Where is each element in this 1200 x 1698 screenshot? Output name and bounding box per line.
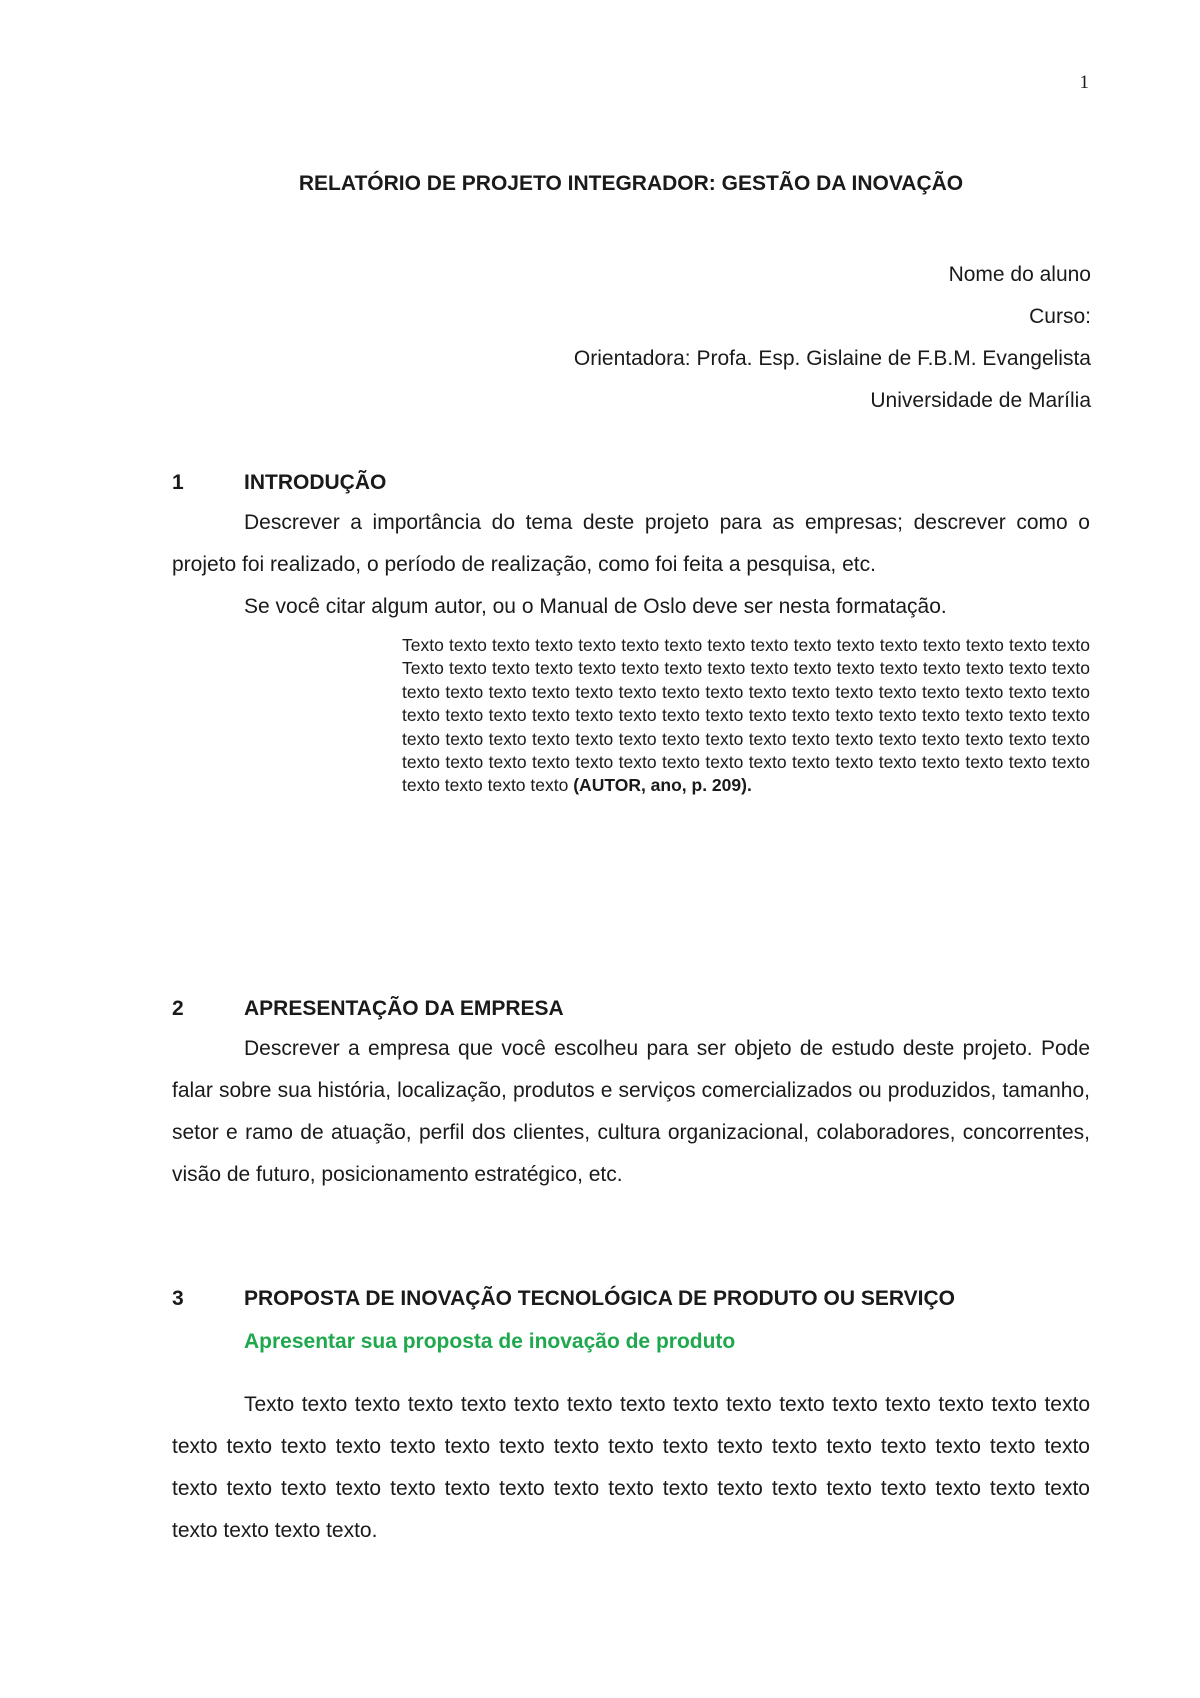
document-title: RELATÓRIO DE PROJETO INTEGRADOR: GESTÃO DA INOVAÇÃO — [298, 172, 964, 195]
section-number: 2 — [172, 997, 184, 1020]
block-quote — [402, 634, 1090, 798]
quote-text: Texto texto texto texto texto texto texto texto texto texto texto texto texto texto texto texto Texto texto texto texto texto texto texto texto texto texto texto texto texto texto texto texto texto texto texto texto texto texto texto texto texto texto texto texto texto texto texto texto texto texto texto texto texto texto texto texto texto texto texto texto texto texto texto texto texto texto texto texto texto texto texto texto texto texto texto texto texto texto texto texto texto texto texto texto texto texto texto texto texto texto texto texto texto texto texto texto texto texto texto texto — [402, 635, 1090, 796]
section-heading-innovation — [172, 1287, 955, 1311]
section-number: 1 — [172, 471, 184, 494]
quote-citation: (AUTOR, ano, p. 209). — [573, 775, 752, 796]
university-name: Universidade de Marília — [870, 389, 1091, 412]
advisor-name: Orientadora: Profa. Esp. Gislaine de F.B.M. Evangelista — [573, 347, 1091, 370]
section-title: APRESENTAÇÃO DA EMPRESA — [244, 997, 564, 1020]
section-title: INTRODUÇÃO — [244, 471, 387, 494]
section-subtitle: Apresentar sua proposta de inovação de produto — [244, 1330, 736, 1353]
course-label: Curso: — [1029, 305, 1091, 328]
section-paragraph: Texto texto texto texto texto texto texto texto texto texto texto texto texto texto texto texto texto texto texto texto texto texto texto texto texto texto texto texto texto texto texto texto texto texto texto texto texto texto texto texto texto texto texto texto texto texto texto texto texto texto texto texto texto texto. — [172, 1393, 1090, 1542]
author-info-block — [574, 254, 1091, 422]
section-heading-company — [172, 997, 564, 1021]
section-paragraph: Descrever a empresa que você escolheu para ser objeto de estudo deste projeto. Pode falar sobre sua história, localização, produtos e serviços comercializados ou produzidos, tamanho, setor e ramo de atuação, perfil dos clientes, cultura organizacional, colaboradores, concorrentes, visão de futuro, posicionamento estratégico, etc. — [172, 1037, 1090, 1186]
section-title: PROPOSTA DE INOVAÇÃO TECNOLÓGICA DE PRODUTO OU SERVIÇO — [244, 1287, 955, 1310]
page-number: 1 — [1079, 72, 1089, 93]
section-heading-introduction — [172, 471, 386, 495]
section-paragraph: Se você citar algum autor, ou o Manual de Oslo deve ser nesta formatação. — [244, 595, 947, 618]
section-number: 3 — [172, 1287, 184, 1310]
section-paragraph: Descrever a importância do tema deste projeto para as empresas; descrever como o projeto foi realizado, o período de realização, como foi feita a pesquisa, etc. — [172, 511, 1090, 576]
student-name: Nome do aluno — [948, 263, 1091, 286]
